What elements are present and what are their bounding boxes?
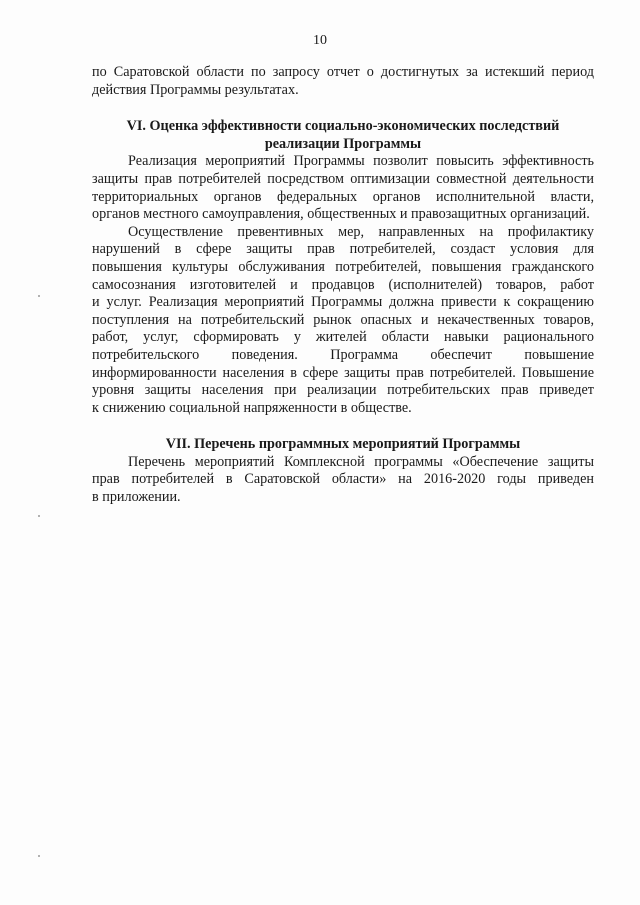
section-7-heading	[92, 436, 594, 454]
text-line: уровня защиты населения при реализации потребительских прав приведет	[92, 382, 594, 399]
text-line: повышения культуры обслуживания потребителей, повышения гражданского	[92, 258, 594, 275]
text-line: в приложении.	[92, 489, 181, 506]
scan-artifact	[38, 295, 40, 297]
section-7-paragraph-1	[92, 454, 594, 507]
text-line: работ, услуг, сформировать у жителей области навыки рационального	[92, 329, 594, 346]
document-body	[92, 64, 594, 507]
scan-artifact	[38, 855, 40, 857]
text-line: органов местного самоуправления, общественных и правозащитных организаций.	[92, 206, 590, 223]
heading-line: VII. Перечень программных мероприятий Программы	[165, 436, 521, 453]
text-line: поступления на потребительский рынок опасных и некачественных товаров,	[92, 311, 594, 328]
text-line: к снижению социальной напряженности в обществе.	[92, 399, 412, 416]
text-line: Осуществление превентивных мер, направленных на профилактику	[128, 223, 594, 240]
text-line: самосознания изготовителей и продавцов (исполнителей) товаров, работ	[92, 276, 594, 293]
heading-line: реализации Программы	[264, 135, 422, 152]
section-6-paragraph-2	[92, 224, 594, 418]
text-line: Перечень мероприятий Комплексной программы «Обеспечение защиты	[128, 453, 594, 470]
text-line: потребительского поведения. Программа обеспечит повышение	[92, 346, 594, 363]
section-6-heading	[92, 118, 594, 153]
text-line: защиты прав потребителей посредством оптимизации совместной деятельности	[92, 170, 594, 187]
text-line: прав потребителей в Саратовской области» на 2016-2020 годы приведен	[92, 471, 594, 488]
section-6-paragraph-1	[92, 153, 594, 223]
text-line: Реализация мероприятий Программы позволит повысить эффективность	[128, 153, 594, 170]
scan-artifact	[38, 515, 40, 517]
intro-paragraph	[92, 64, 594, 99]
text-line: по Саратовской области по запросу отчет о достигнутых за истекший период	[92, 64, 594, 80]
page-number: 10	[313, 33, 327, 48]
text-line: и услуг. Реализация мероприятий Программы должна привести к сокращению	[92, 294, 594, 311]
text-line: территориальных органов федеральных органов исполнительной власти,	[92, 188, 594, 205]
text-line: информированности населения в сфере защиты прав потребителей. Повышение	[92, 364, 594, 381]
text-line: действия Программы результатах.	[92, 81, 299, 98]
heading-line: VI. Оценка эффективности социально-экономических последствий	[126, 118, 560, 135]
text-line: нарушений в сфере защиты прав потребителей, создаст условия для	[92, 241, 594, 258]
